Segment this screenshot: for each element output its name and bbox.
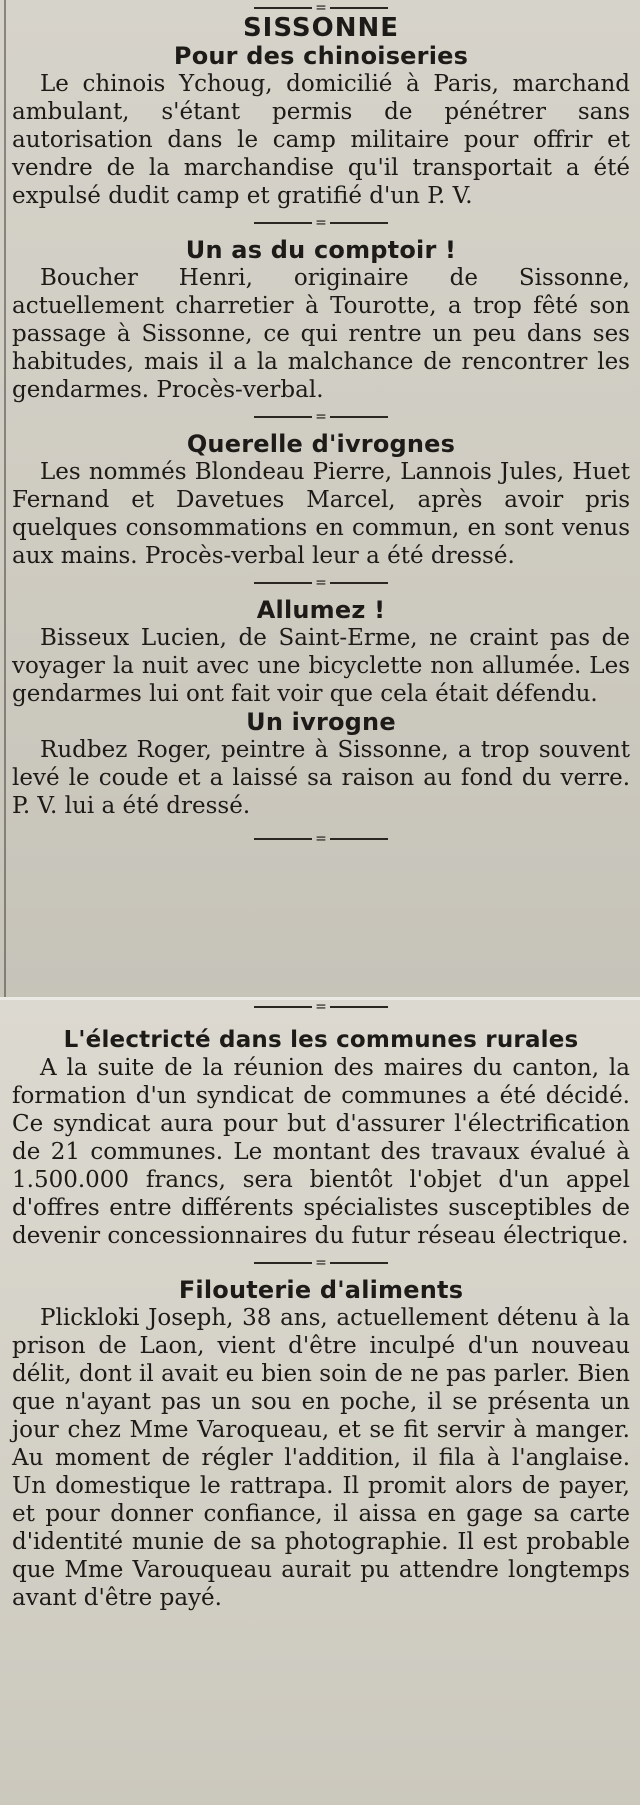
separator: =: [12, 826, 630, 852]
separator: =: [12, 570, 630, 596]
article-title-chinoiseries: Pour des chinoiseries: [173, 42, 469, 70]
article-title-allumez: Allumez !: [256, 596, 386, 624]
article-body-ivrognes: Les nommés Blondeau Pierre, Lannois Jules, Huet Fernand et Davetues Marcel, après avoir pris quelques consommations en commun, en sont venus aux mains. Procès-verbal leur a été dressé.: [12, 459, 630, 569]
article-title-ivrognes: Querelle d'ivrognes: [186, 430, 456, 458]
article-body-chinoiseries: Le chinois Ychoug, domicilié à Paris, marchand ambulant, s'étant permis de pénétrer sans autorisation dans le camp militaire pour offrir et vendre de la marchandise qu'il transportait a été expulsé dudit camp et gratifié d'un P. V.: [12, 71, 630, 209]
separator: =: [12, 210, 630, 236]
separator: =: [12, 404, 630, 430]
article-title-ivrogne: Un ivrogne: [246, 708, 396, 736]
article-title-electricite: L'électricté dans les communes rurales: [63, 1027, 579, 1053]
article-body-filouterie: Plickloki Joseph, 38 ans, actuellement détenu à la prison de Laon, vient d'être inculpé d'un nouveau délit, dont il avait eu bien soin de ne pas parler. Bien que n'ayant pas un sou en poche, il se présenta un jour chez Mme Varoqueau, et se fit servir à manger. Au moment de régler l'addition, il fila à l'anglaise. Un domestique le rattrapa. Il promit alors de payer, et pour donner confiance, il aissa en gage sa carte d'identité munie de sa photographie. Il est probable que Mme Varouqueau aurait pu attendre longtemps avant d'être payé.: [12, 1305, 630, 1611]
clipping-lower: [0, 1000, 640, 1805]
article-body-electricite: A la suite de la réunion des maires du canton, la formation d'un syndicat de communes a été décidé. Ce syndicat aura pour but d'assurer l'électrification de 21 communes. Le montant des travaux évalué à 1.500.000 francs, sera bientôt l'objet d'un appel d'offres entre différents spécialistes susceptibles de devenir concessionnaires du futur réseau électrique.: [12, 1055, 630, 1249]
article-body-allumez: Bisseux Lucien, de Saint-Erme, ne craint pas de voyager la nuit avec une bicyclette non allumée. Les gendarmes lui ont fait voir que cela était défendu.: [12, 625, 630, 707]
article-body-ivrogne: Rudbez Roger, peintre à Sissonne, a trop souvent levé le coude et a laissé sa raison au fond du verre. P. V. lui a été dressé.: [12, 737, 630, 819]
article-body-comptoir: Boucher Henri, originaire de Sissonne, actuellement charretier à Tourotte, a trop fêté son passage à Sissonne, ce qui rentre un peu dans ses habitudes, mais il a la malchance de rencontrer les gendarmes. Procès-verbal.: [12, 265, 630, 403]
separator: =: [12, 1250, 630, 1276]
top-separator: =: [12, 2, 630, 14]
separator: =: [12, 1000, 630, 1014]
section-heading-sissonne: SISSONNE: [242, 13, 400, 43]
column-rule: [4, 0, 6, 1000]
article-title-comptoir: Un as du comptoir !: [185, 236, 457, 264]
article-title-filouterie: Filouterie d'aliments: [178, 1276, 464, 1304]
